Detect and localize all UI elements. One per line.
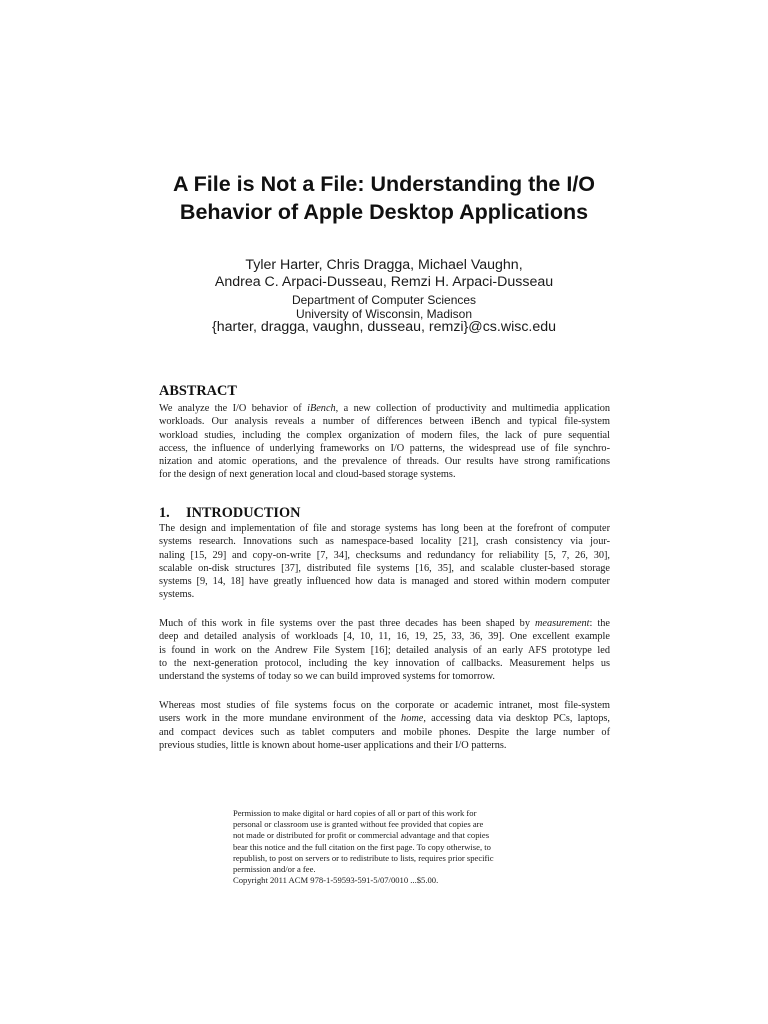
text-line bbox=[159, 712, 610, 725]
text-line bbox=[159, 402, 610, 415]
text-line: systems [9, 14, 18] have greatly influenced how data is managed and stored within modern computer bbox=[159, 576, 610, 588]
text-line: Whereas most studies of file systems focus on the corporate or academic intranet, most file-system bbox=[159, 700, 610, 711]
text-line: workload studies, including the complex organization of modern files, the lack of pure sequential bbox=[159, 429, 610, 441]
text-line: workloads. Our analysis reveals a number of differences between iBench and typical file-system bbox=[159, 416, 610, 428]
emphasized-term: measurement bbox=[535, 618, 590, 629]
text-line: systems research. Innovations such as namespace-based locality [21], crash consistency via jour- bbox=[159, 536, 610, 548]
text-line: access, the influence of underlying frameworks on I/O patterns, the widespread use of file synchro- bbox=[159, 442, 610, 454]
affiliation bbox=[0, 293, 768, 321]
intro-paragraph-2 bbox=[159, 617, 610, 683]
text-line: to the next-generation protocol, including the key innovation of callbacks. Measurement helps us bbox=[159, 657, 610, 669]
text-segment: We analyze the I/O behavior of bbox=[159, 403, 308, 414]
text-line: and compact devices such as tablet computers and mobile phones. Despite the large number of bbox=[159, 726, 610, 738]
text-line: nization and atomic operations, and the prevalence of threads. Our results have strong ramifications bbox=[159, 456, 610, 468]
text-segment: , accessing data via desktop PCs, laptops, bbox=[423, 713, 610, 725]
text-line: understand the systems of today so we can build improved systems for tomorrow. bbox=[159, 671, 495, 683]
author-emails: {harter, dragga, vaughn, dusseau, remzi}@cs.wisc.edu bbox=[211, 319, 557, 335]
author-list bbox=[0, 257, 768, 291]
introduction-heading bbox=[159, 505, 300, 522]
author-line: Andrea C. Arpaci-Dusseau, Remzi H. Arpaci-Dusseau bbox=[214, 274, 554, 290]
text-line: is found in work on the Andrew File System [16]; detailed analysis of an early AFS prototype led bbox=[159, 644, 610, 656]
title-line: A File is Not a File: Understanding the I/O bbox=[172, 172, 596, 196]
permission-line: bear this notice and the full citation on the first page. To copy otherwise, to bbox=[233, 841, 491, 852]
paper-title bbox=[0, 170, 768, 226]
author-line: Tyler Harter, Chris Dragga, Michael Vaughn, bbox=[245, 257, 523, 273]
permission-line: permission and/or a fee. bbox=[233, 864, 316, 875]
text-segment: : the bbox=[589, 618, 610, 629]
permission-line: republish, to post on servers or to redistribute to lists, requires prior specific bbox=[233, 852, 494, 863]
text-segment: Much of this work in file systems over the past three decades has been shaped by bbox=[159, 618, 535, 629]
text-line: previous studies, little is known about home-user applications and their I/O patterns. bbox=[159, 739, 507, 751]
text-line: systems. bbox=[159, 589, 195, 601]
abstract-text bbox=[159, 402, 610, 482]
text-line: for the design of next generation local and cloud-based storage systems. bbox=[159, 469, 456, 481]
permission-line: personal or classroom use is granted without fee provided that copies are bbox=[233, 819, 484, 830]
title-line: Behavior of Apple Desktop Applications bbox=[179, 200, 589, 224]
text-line: The design and implementation of file and storage systems has long been at the forefront of computer bbox=[159, 523, 610, 534]
intro-paragraph-1 bbox=[159, 522, 610, 602]
emphasized-term: iBench bbox=[307, 403, 336, 414]
section-title: INTRODUCTION bbox=[186, 505, 301, 521]
text-segment: users work in the more mundane environment of the bbox=[159, 713, 402, 725]
copyright-line: Copyright 2011 ACM 978-1-59593-591-5/07/0010 ...$5.00. bbox=[233, 875, 439, 886]
intro-paragraph-3 bbox=[159, 699, 610, 752]
section-number: 1. bbox=[159, 505, 170, 521]
emphasized-term: home bbox=[401, 713, 424, 725]
permission-notice bbox=[233, 808, 538, 886]
affiliation-line: Department of Computer Sciences bbox=[291, 293, 477, 307]
text-line: scalable on-disk structures [37], distributed file systems [16, 35], and scalable cluster-based storage bbox=[159, 562, 610, 574]
text-segment: , a new collection of productivity and multimedia application bbox=[335, 403, 610, 414]
text-line: deep and detailed analysis of workloads [4, 10, 11, 16, 19, 25, 33, 36, 39]. One excellent example bbox=[159, 631, 610, 643]
affiliation-line: University of Wisconsin, Madison bbox=[295, 307, 473, 321]
permission-line: Permission to make digital or hard copies of all or part of this work for bbox=[233, 808, 477, 818]
text-line: naling [15, 29] and copy-on-write [7, 34], checksums and redundancy for reliability [5, 7, 26, 30], bbox=[159, 549, 610, 561]
abstract-heading: ABSTRACT bbox=[159, 383, 237, 399]
text-line bbox=[159, 617, 610, 630]
permission-line: not made or distributed for profit or commercial advantage and that copies bbox=[233, 830, 490, 841]
